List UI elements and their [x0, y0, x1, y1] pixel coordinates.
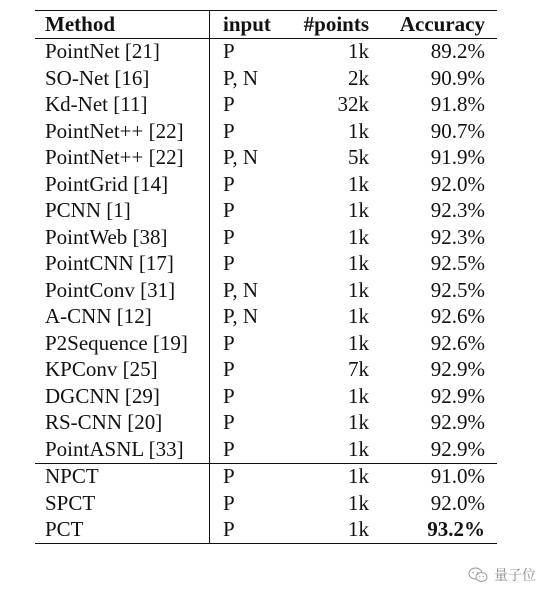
header-method: Method	[35, 11, 210, 39]
cell-method: PointCNN [17]	[35, 251, 210, 278]
table-row	[35, 383, 497, 410]
cell-accuracy: 92.9%	[430, 357, 485, 382]
table-row	[35, 304, 497, 331]
table-header	[35, 11, 497, 39]
cell-points: 1k	[348, 383, 369, 408]
cell-input: P	[223, 224, 235, 249]
cell-input: P	[223, 383, 235, 408]
cell-accuracy: 92.3%	[430, 224, 485, 249]
table-row	[35, 38, 497, 65]
cell-input: P	[223, 410, 235, 435]
table-row	[35, 517, 497, 544]
results-table	[35, 10, 497, 544]
cell-method: PCT	[35, 517, 210, 544]
cell-input: P, N	[223, 65, 259, 90]
header-input: input	[210, 11, 294, 39]
cell-points: 2k	[348, 65, 369, 90]
cell-points: 1k	[293, 517, 373, 544]
cell-method: P2Sequence [19]	[35, 330, 210, 357]
cell-input: P	[223, 171, 235, 196]
cell-points: 1k	[348, 304, 369, 329]
table-row	[35, 436, 497, 463]
header-row	[35, 11, 497, 39]
cell-method: PointNet [21]	[35, 38, 210, 65]
cell-input: P	[223, 39, 235, 64]
cell-method: PointASNL [33]	[35, 436, 210, 463]
cell-input: P	[223, 330, 235, 355]
cell-accuracy: 92.3%	[430, 198, 485, 223]
cell-input: P, N	[223, 145, 259, 170]
cell-accuracy: 92.6%	[430, 330, 485, 355]
cell-method: PointWeb [38]	[35, 224, 210, 251]
cell-accuracy: 91.9%	[430, 145, 485, 170]
table-row	[35, 118, 497, 145]
table-row	[35, 145, 497, 172]
cell-method: SPCT	[35, 490, 210, 517]
cell-accuracy: 91.8%	[430, 92, 485, 117]
cell-method: A-CNN [12]	[35, 304, 210, 331]
cell-method: PointConv [31]	[35, 277, 210, 304]
cell-method: PointGrid [14]	[35, 171, 210, 198]
cell-accuracy: 92.9%	[430, 436, 485, 461]
cell-input: P	[223, 251, 235, 276]
cell-input: P	[223, 490, 235, 515]
cell-accuracy: 93.2%	[373, 517, 497, 544]
cell-accuracy: 89.2%	[430, 39, 485, 64]
cell-method: PointNet++ [22]	[35, 118, 210, 145]
cell-accuracy: 90.9%	[430, 65, 485, 90]
cell-method: DGCNN [29]	[35, 383, 210, 410]
cell-points: 5k	[348, 145, 369, 170]
cell-method: PointNet++ [22]	[35, 145, 210, 172]
table-row	[35, 198, 497, 225]
header-points: #points	[293, 11, 373, 39]
cell-method: RS-CNN [20]	[35, 410, 210, 437]
table-row	[35, 92, 497, 119]
table-row	[35, 171, 497, 198]
table-row	[35, 410, 497, 437]
cell-points: 1k	[348, 224, 369, 249]
cell-points: 1k	[293, 463, 373, 490]
table-row	[35, 463, 497, 490]
cell-accuracy: 92.5%	[430, 251, 485, 276]
cell-points: 1k	[348, 277, 369, 302]
table-body	[35, 38, 497, 544]
results-table-container	[35, 10, 497, 544]
cell-accuracy: 91.0%	[373, 463, 497, 490]
cell-points: 32k	[337, 92, 369, 117]
table-row	[35, 357, 497, 384]
cell-input: P, N	[223, 304, 259, 329]
cell-points: 1k	[348, 118, 369, 143]
table-row	[35, 65, 497, 92]
cell-points: 1k	[348, 198, 369, 223]
cell-method: NPCT	[35, 463, 210, 490]
table-row	[35, 251, 497, 278]
cell-input: P	[223, 357, 235, 382]
cell-input: P	[223, 92, 235, 117]
table-row	[35, 277, 497, 304]
cell-accuracy: 92.9%	[430, 410, 485, 435]
cell-method: KPConv [25]	[35, 357, 210, 384]
cell-points: 1k	[348, 490, 369, 515]
wechat-icon	[468, 567, 488, 583]
cell-accuracy: 92.0%	[430, 490, 485, 515]
cell-accuracy: 92.5%	[430, 277, 485, 302]
cell-input: P	[210, 463, 294, 490]
cell-accuracy: 92.0%	[430, 171, 485, 196]
header-accuracy: Accuracy	[373, 11, 497, 39]
watermark	[468, 565, 536, 585]
cell-points: 1k	[348, 39, 369, 64]
cell-accuracy: 92.9%	[430, 383, 485, 408]
cell-points: 1k	[348, 251, 369, 276]
watermark-text: 量子位	[494, 568, 536, 584]
cell-points: 1k	[348, 410, 369, 435]
cell-points: 1k	[348, 436, 369, 461]
cell-points: 7k	[348, 357, 369, 382]
cell-input: P	[210, 517, 294, 544]
cell-accuracy: 92.6%	[430, 304, 485, 329]
table-row	[35, 490, 497, 517]
cell-method: SO-Net [16]	[35, 65, 210, 92]
cell-input: P, N	[223, 277, 259, 302]
table-row	[35, 330, 497, 357]
cell-input: P	[223, 118, 235, 143]
table-row	[35, 224, 497, 251]
cell-points: 1k	[348, 330, 369, 355]
cell-input: P	[223, 436, 235, 461]
cell-accuracy: 90.7%	[430, 118, 485, 143]
cell-points: 1k	[348, 171, 369, 196]
cell-method: PCNN [1]	[35, 198, 210, 225]
cell-input: P	[223, 198, 235, 223]
cell-method: Kd-Net [11]	[35, 92, 210, 119]
